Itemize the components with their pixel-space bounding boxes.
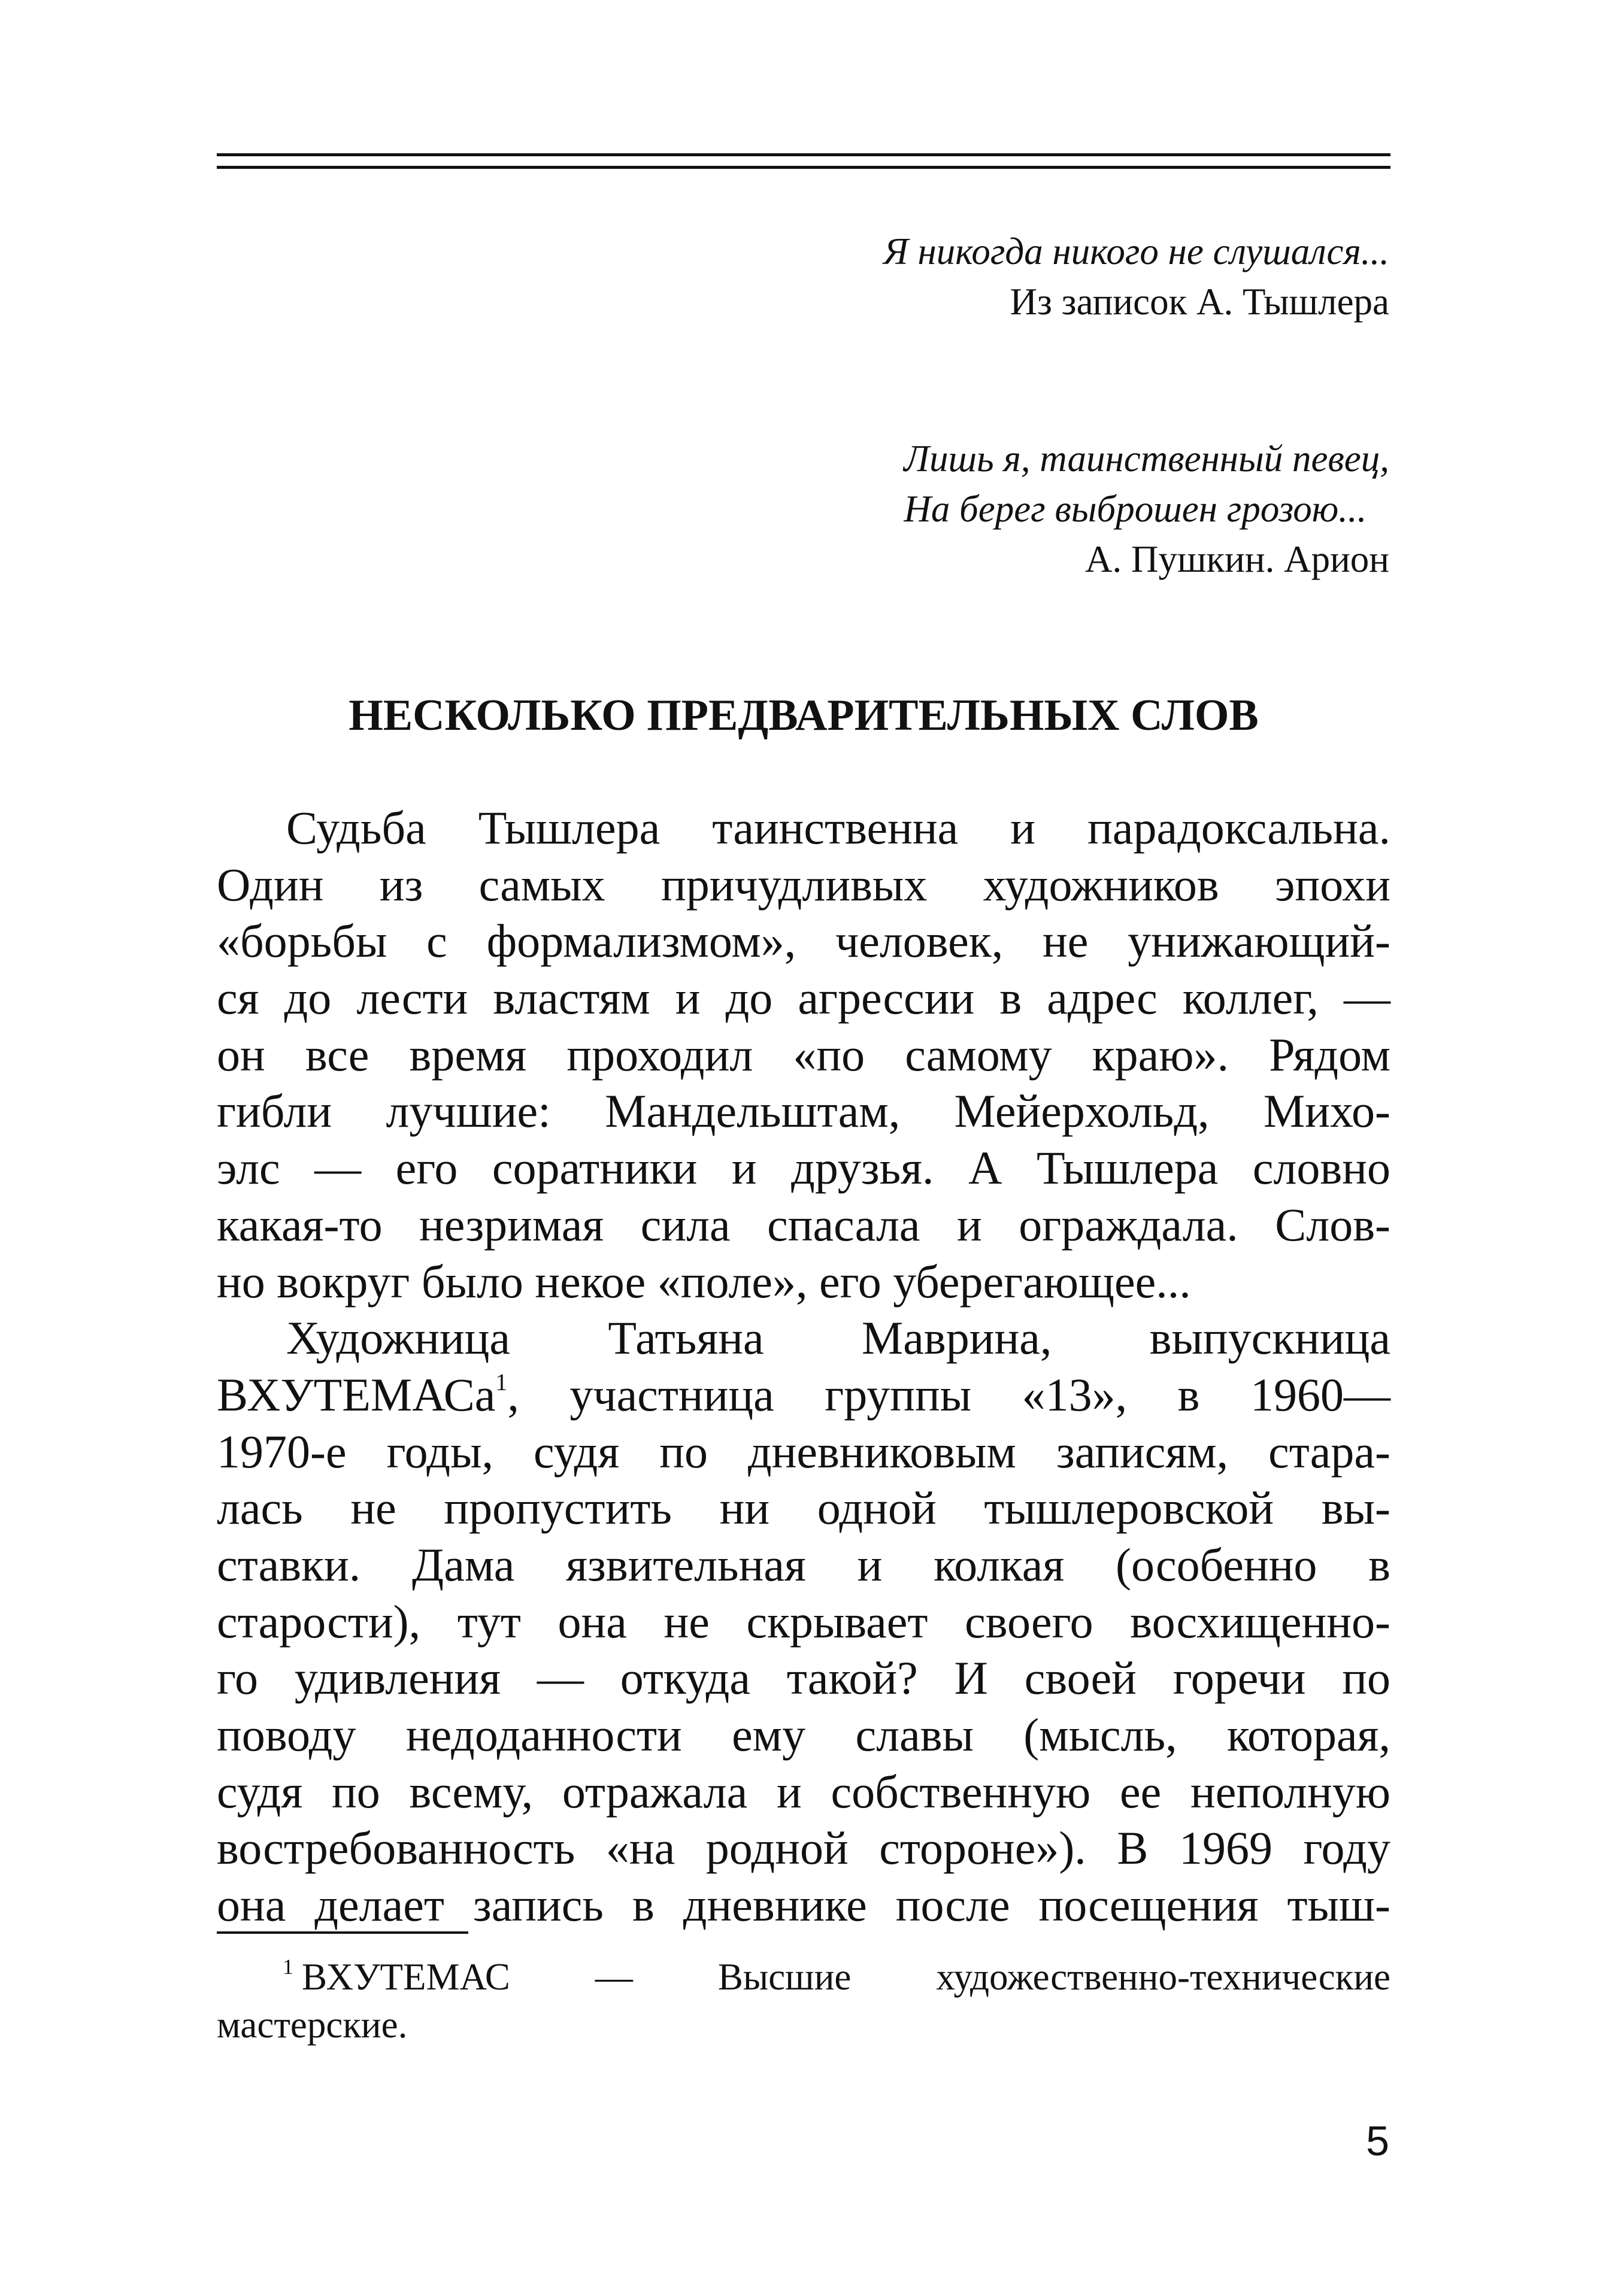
footnote-separator — [217, 1931, 468, 1934]
text-fragment: , участница группы «13», в 1960— — [507, 1368, 1390, 1421]
epigraph-2 — [904, 433, 1389, 584]
footnote — [217, 1953, 1390, 2049]
text-line: Художница Татьяна Маврина, выпускница — [286, 1312, 1390, 1364]
text-line: гибли лучшие: Мандельштам, Мейерхольд, Михо- — [217, 1085, 1390, 1138]
text-line: он все время проходил «по самому краю». Рядом — [217, 1028, 1390, 1081]
text-line: Судьба Тышлера таинственна и парадоксальна. — [286, 802, 1390, 854]
body-text — [217, 800, 1390, 1934]
epigraph-2-attribution: А. Пушкин. Арион — [1085, 538, 1389, 580]
footnote-text: ВХУТЕМАС — Высшие художественно-технические — [302, 1956, 1390, 1998]
text-line: лась не пропустить ни одной тышлеровской вы- — [217, 1482, 1390, 1534]
text-line-with-footnote — [217, 1367, 1390, 1424]
epigraph-2-quote-line-2: На берег выброшен грозою... — [904, 488, 1367, 530]
text-line: судя по всему, отражала и собственную ее неполную — [217, 1765, 1390, 1818]
footnote-number: 1 — [283, 1955, 293, 1979]
text-line: ставки. Дама язвительная и колкая (особенно в — [217, 1538, 1390, 1591]
text-line: элс — его соратники и друзья. А Тышлера словно — [217, 1142, 1390, 1194]
epigraph-1-quote: Я никогда никого не слушался... — [883, 230, 1389, 272]
text-line: «борьбы с формализмом», человек, не унижающий- — [217, 915, 1390, 967]
text-line: старости), тут она не скрывает своего восхищенно- — [217, 1595, 1390, 1648]
page-number: 5 — [1366, 2118, 1389, 2164]
text-line: какая-то незримая сила спасала и ограждала. Слов- — [217, 1198, 1390, 1251]
text-line: ся до лести властям и до агрессии в адрес коллег, — — [217, 972, 1390, 1024]
epigraph-1 — [883, 226, 1389, 327]
text-line: го удивления — откуда такой? И своей горечи по — [217, 1652, 1390, 1704]
text-line: Один из самых причудливых художников эпохи — [217, 858, 1390, 911]
header-double-rule — [217, 153, 1390, 169]
text-line: но вокруг было некое «поле», его уберегающее... — [217, 1255, 1191, 1308]
text-line: поводу недоданности ему славы (мысль, которая, — [217, 1709, 1390, 1761]
epigraph-1-attribution: Из записок А. Тышлера — [1010, 281, 1389, 323]
epigraph-2-quote-line-1: Лишь я, таинственный певец, — [904, 438, 1389, 480]
footnote-line-1 — [217, 1953, 1390, 2001]
footnote-line-2: мастерские. — [217, 2004, 408, 2046]
text-line: востребованность «на родной стороне»). В 1969 году — [217, 1822, 1390, 1875]
footnote-marker: 1 — [495, 1368, 508, 1396]
text-line: она делает запись в дневнике после посещения тыш- — [217, 1879, 1390, 1931]
text-line: 1970-е годы, судя по дневниковым записям, стара- — [217, 1425, 1390, 1478]
chapter-heading: НЕСКОЛЬКО ПРЕДВАРИТЕЛЬНЫХ СЛОВ — [349, 691, 1259, 740]
text-fragment: ВХУТЕМАСа — [217, 1368, 496, 1421]
